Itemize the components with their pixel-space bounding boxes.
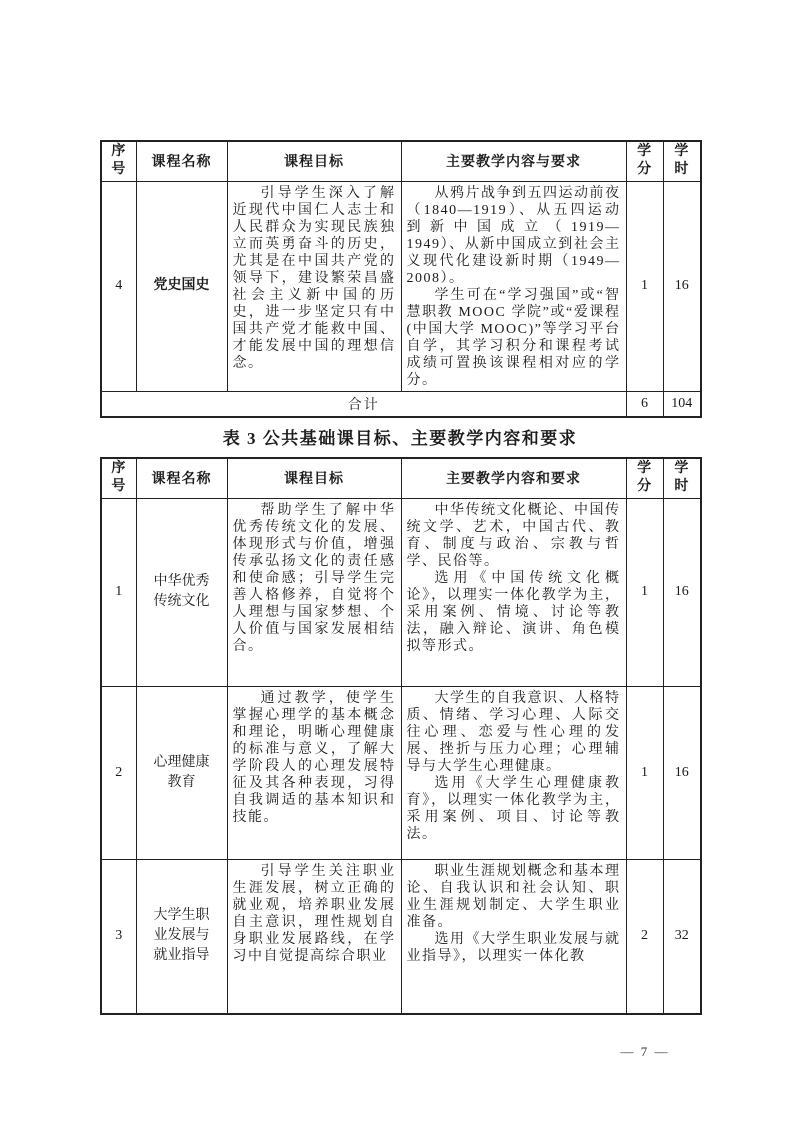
course-no: 1 xyxy=(101,498,136,686)
content-paragraph-1: 职业生涯规划概念和基本理论、自我认识和社会认知、职业生涯规划制定、大学生职业准备。 xyxy=(406,863,621,930)
table-row xyxy=(101,686,701,859)
objective-paragraph: 引导学生关注职业生涯发展，树立正确的就业观，培养职业发展自主意识，理性规划自身职业发展路线，在学习中自觉提高综合职业 xyxy=(232,863,396,964)
course-credits: 1 xyxy=(626,181,663,391)
header-no-label: 序号 xyxy=(111,144,127,178)
objective-paragraph: 通过教学，使学生掌握心理学的基本概念和理论，明晰心理健康的标准与意义，了解大学阶段人的心理发展特征及其各种表现，习得自我调适的基本知识和技能。 xyxy=(232,690,396,825)
content-paragraph-1: 中华传统文化概论、中国传统文学、艺术，中国古代、教育、制度与政治、宗教与哲学、民俗等。 xyxy=(406,502,621,569)
course-objective xyxy=(227,498,401,686)
course-name xyxy=(136,686,227,859)
course-content xyxy=(401,498,626,686)
total-row xyxy=(101,391,701,417)
course-name-label: 心理健康教育 xyxy=(153,754,210,790)
table-row xyxy=(101,181,701,391)
header-credits-label: 学分 xyxy=(637,461,653,495)
course-hours: 16 xyxy=(663,498,701,686)
page-number: — 7 — xyxy=(620,1044,670,1059)
public-basic-course-table xyxy=(100,457,702,1015)
course-content xyxy=(401,686,626,859)
header-credits xyxy=(626,458,663,498)
header-course-name: 课程名称 xyxy=(136,458,227,498)
content-paragraph-2: 选用《大学生职业发展与就业指导》，以理实一体化教 xyxy=(406,931,621,964)
header-objective: 课程目标 xyxy=(227,141,401,181)
objective-paragraph: 引导学生深入了解近现代中国仁人志士和人民群众为实现民族独立而英勇奋斗的历史，尤其是在中国共产党的领导下，建设繁荣昌盛社会主义新中国的历史，进一步坚定只有中国共产党才能救中国、才能发展中国的理想信念。 xyxy=(232,185,396,371)
header-credits-label: 学分 xyxy=(637,144,653,178)
course-no: 2 xyxy=(101,686,136,859)
table-header-row xyxy=(101,141,701,181)
header-no xyxy=(101,458,136,498)
header-hours xyxy=(663,141,701,181)
course-credits: 1 xyxy=(626,498,663,686)
course-name-label: 中华优秀传统文化 xyxy=(153,574,210,609)
course-hours: 32 xyxy=(663,859,701,1014)
course-name-label: 大学生职业发展与就业指导 xyxy=(153,908,210,964)
objective-paragraph: 帮助学生了解中华优秀传统文化的发展、体现形式与价值，增强传承弘扬文化的责任感和使命感；引导学生完善人格修养，自觉将个人理想与国家梦想、个人价值与国家发展相结合。 xyxy=(232,502,396,654)
header-content: 主要教学内容和要求 xyxy=(401,458,626,498)
course-hours: 16 xyxy=(663,181,701,391)
course-name xyxy=(136,859,227,1014)
course-name xyxy=(136,498,227,686)
course-no: 3 xyxy=(101,859,136,1014)
header-content: 主要教学内容与要求 xyxy=(401,141,626,181)
header-no-label: 序号 xyxy=(111,461,127,495)
header-hours-label: 学时 xyxy=(674,144,690,178)
course-name xyxy=(136,181,227,391)
course-hours: 16 xyxy=(663,686,701,859)
course-content xyxy=(401,181,626,391)
content-paragraph-1: 从鸦片战争到五四运动前夜（1840—1919）、从五四运动到新中国成立（1919—1949）、从新中国成立到社会主义现代化建设新时期（1949—2008）。 xyxy=(406,185,621,286)
content-paragraph-2: 选用《中国传统文化概论》，以理实一体化教学为主，采用案例、情境、讨论等教法，融入辩论、演讲、角色模拟等形式。 xyxy=(406,570,621,654)
table-header-row xyxy=(101,458,701,498)
table-row xyxy=(101,498,701,686)
course-credits: 1 xyxy=(626,686,663,859)
total-label: 合计 xyxy=(101,391,626,417)
header-no xyxy=(101,141,136,181)
course-no: 4 xyxy=(101,181,136,391)
content-paragraph-2: 选用《大学生心理健康教育》，以理实一体化教学为主，采用案例、项目、讨论等教法。 xyxy=(406,775,621,842)
header-hours xyxy=(663,458,701,498)
header-course-name: 课程名称 xyxy=(136,141,227,181)
header-credits xyxy=(626,141,663,181)
course-objective xyxy=(227,859,401,1014)
table3-title: 表 3 公共基础课目标、主要教学内容和要求 xyxy=(222,429,578,448)
total-hours: 104 xyxy=(663,391,701,417)
table-row xyxy=(101,859,701,1014)
total-credits: 6 xyxy=(626,391,663,417)
course-objective xyxy=(227,181,401,391)
course-table-continued xyxy=(100,140,702,418)
content-paragraph-1: 大学生的自我意识、人格特质、情绪、学习心理、人际交往心理、恋爱与性心理的发展、挫折与压力心理；心理辅导与大学生心理健康。 xyxy=(406,690,621,774)
course-name-label: 党史国史 xyxy=(153,278,210,293)
course-content xyxy=(401,859,626,1014)
course-objective xyxy=(227,686,401,859)
header-objective: 课程目标 xyxy=(227,458,401,498)
header-hours-label: 学时 xyxy=(674,461,690,495)
course-credits: 2 xyxy=(626,859,663,1014)
content-paragraph-2: 学生可在“学习强国”或“智慧职教 MOOC 学院”或“爱课程(中国大学 MOOC)”等学习平台自学，其学习积分和课程考试成绩可置换该课程相对应的学分。 xyxy=(406,287,621,388)
